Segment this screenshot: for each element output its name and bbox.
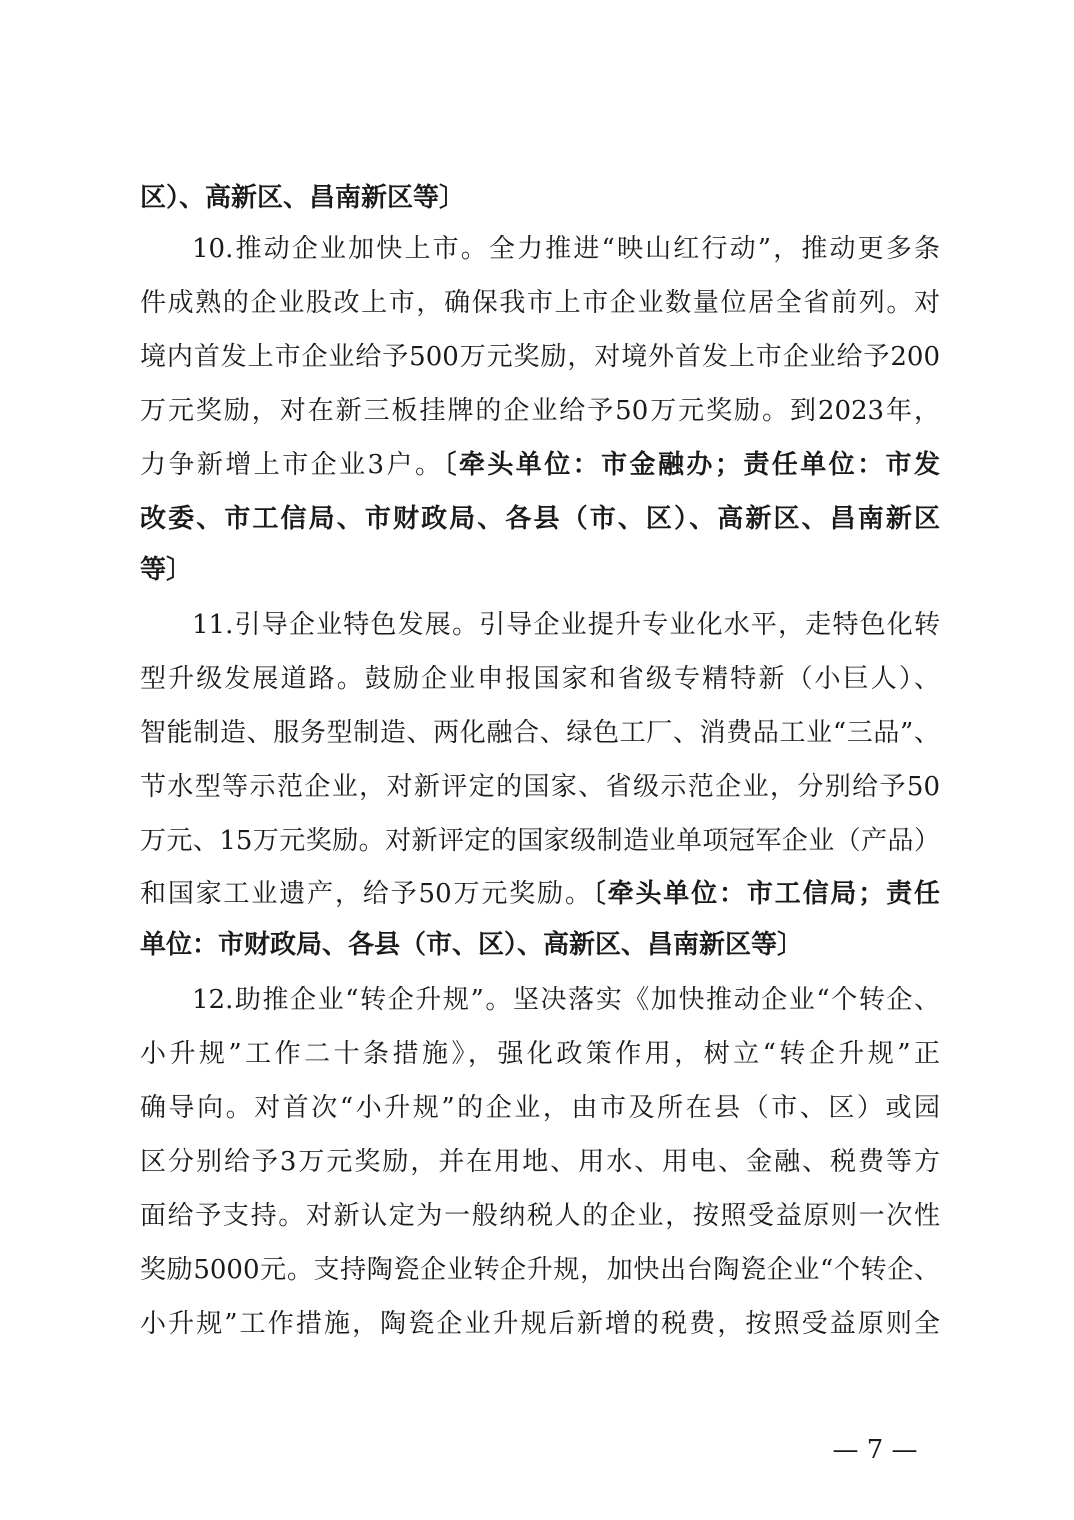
text-run: 小升规”工作措施，陶瓷企业升规后新增的税费，按照受益原则全 bbox=[140, 1309, 940, 1339]
text-run: 境内首发上市企业给予500万元奖励，对境外首发上市企业给予200 bbox=[140, 342, 940, 372]
text-run: 小升规”工作二十条措施》，强化政策作用，树立“转企升规”正 bbox=[140, 1039, 940, 1069]
text-line bbox=[140, 499, 940, 539]
text-run: 和国家工业遗产，给予50万元奖励。 bbox=[140, 879, 593, 909]
text-run: 区分别给予3万元奖励，并在用地、用水、用电、金融、税费等方 bbox=[140, 1147, 940, 1177]
text-run: 11.引导企业特色发展。引导企业提升专业化水平，走特色化转 bbox=[192, 610, 940, 640]
text-run: 确导向。对首次“小升规”的企业，由市及所在县（市、区）或园 bbox=[140, 1093, 940, 1123]
responsibility-note: 〔牵头单位：市工信局；责任 bbox=[592, 879, 940, 909]
text-line bbox=[140, 1088, 940, 1128]
text-run: 万元奖励，对在新三板挂牌的企业给予50万元奖励。到2023年， bbox=[140, 396, 940, 426]
text-line bbox=[140, 391, 940, 431]
text-line bbox=[140, 874, 940, 914]
item-11-heading-line bbox=[192, 605, 940, 645]
text-line bbox=[140, 767, 940, 807]
text-line bbox=[140, 1196, 940, 1236]
item-10-heading-line bbox=[192, 229, 940, 269]
text-run: 12.助推企业“转企升规”。坚决落实《加快推动企业“个转企、 bbox=[192, 985, 940, 1015]
text-run: 智能制造、服务型制造、两化融合、绿色工厂、消费品工业“三品”、 bbox=[140, 718, 940, 748]
text-run: 型升级发展道路。鼓励企业申报国家和省级专精特新（小巨人）、 bbox=[140, 664, 940, 694]
text-line bbox=[140, 659, 940, 699]
text-run: 奖励5000元。支持陶瓷企业转企升规，加快出台陶瓷企业“个转企、 bbox=[140, 1255, 940, 1285]
text-line bbox=[140, 1250, 940, 1290]
text-line bbox=[140, 550, 940, 590]
text-run: 节水型等示范企业，对新评定的国家、省级示范企业，分别给予50 bbox=[140, 772, 940, 802]
text-line bbox=[140, 713, 940, 753]
text-run: 10.推动企业加快上市。全力推进“映山红行动”，推动更多条 bbox=[192, 234, 940, 264]
responsibility-note: 〔牵头单位：市金融办；责任单位：市发 bbox=[443, 450, 940, 480]
item-12-heading-line bbox=[192, 980, 940, 1020]
text-line bbox=[140, 925, 940, 965]
responsibility-note: 等〕 bbox=[140, 555, 193, 585]
text-line bbox=[140, 178, 940, 218]
text-line bbox=[140, 283, 940, 323]
text-line bbox=[140, 1034, 940, 1074]
text-run: 万元、15万元奖励。对新评定的国家级制造业单项冠军企业（产品） bbox=[140, 826, 940, 856]
text-line bbox=[140, 821, 940, 861]
text-line bbox=[140, 337, 940, 377]
text-run: 力争新增上市企业3户。 bbox=[140, 450, 444, 480]
responsibility-note: 改委、市工信局、市财政局、各县（市、区）、高新区、昌南新区 bbox=[140, 504, 940, 534]
text-run: 面给予支持。对新认定为一般纳税人的企业，按照受益原则一次性 bbox=[140, 1201, 940, 1231]
text-line bbox=[140, 445, 940, 485]
page-number: — 7 — bbox=[832, 1435, 918, 1465]
text-run: 区）、高新区、昌南新区等〕 bbox=[140, 183, 466, 213]
text-line bbox=[140, 1142, 940, 1182]
text-line bbox=[140, 1304, 940, 1344]
responsibility-note: 单位：市财政局、各县（市、区）、高新区、昌南新区等〕 bbox=[140, 930, 804, 960]
text-run: 件成熟的企业股改上市，确保我市上市企业数量位居全省前列。对 bbox=[140, 288, 940, 318]
